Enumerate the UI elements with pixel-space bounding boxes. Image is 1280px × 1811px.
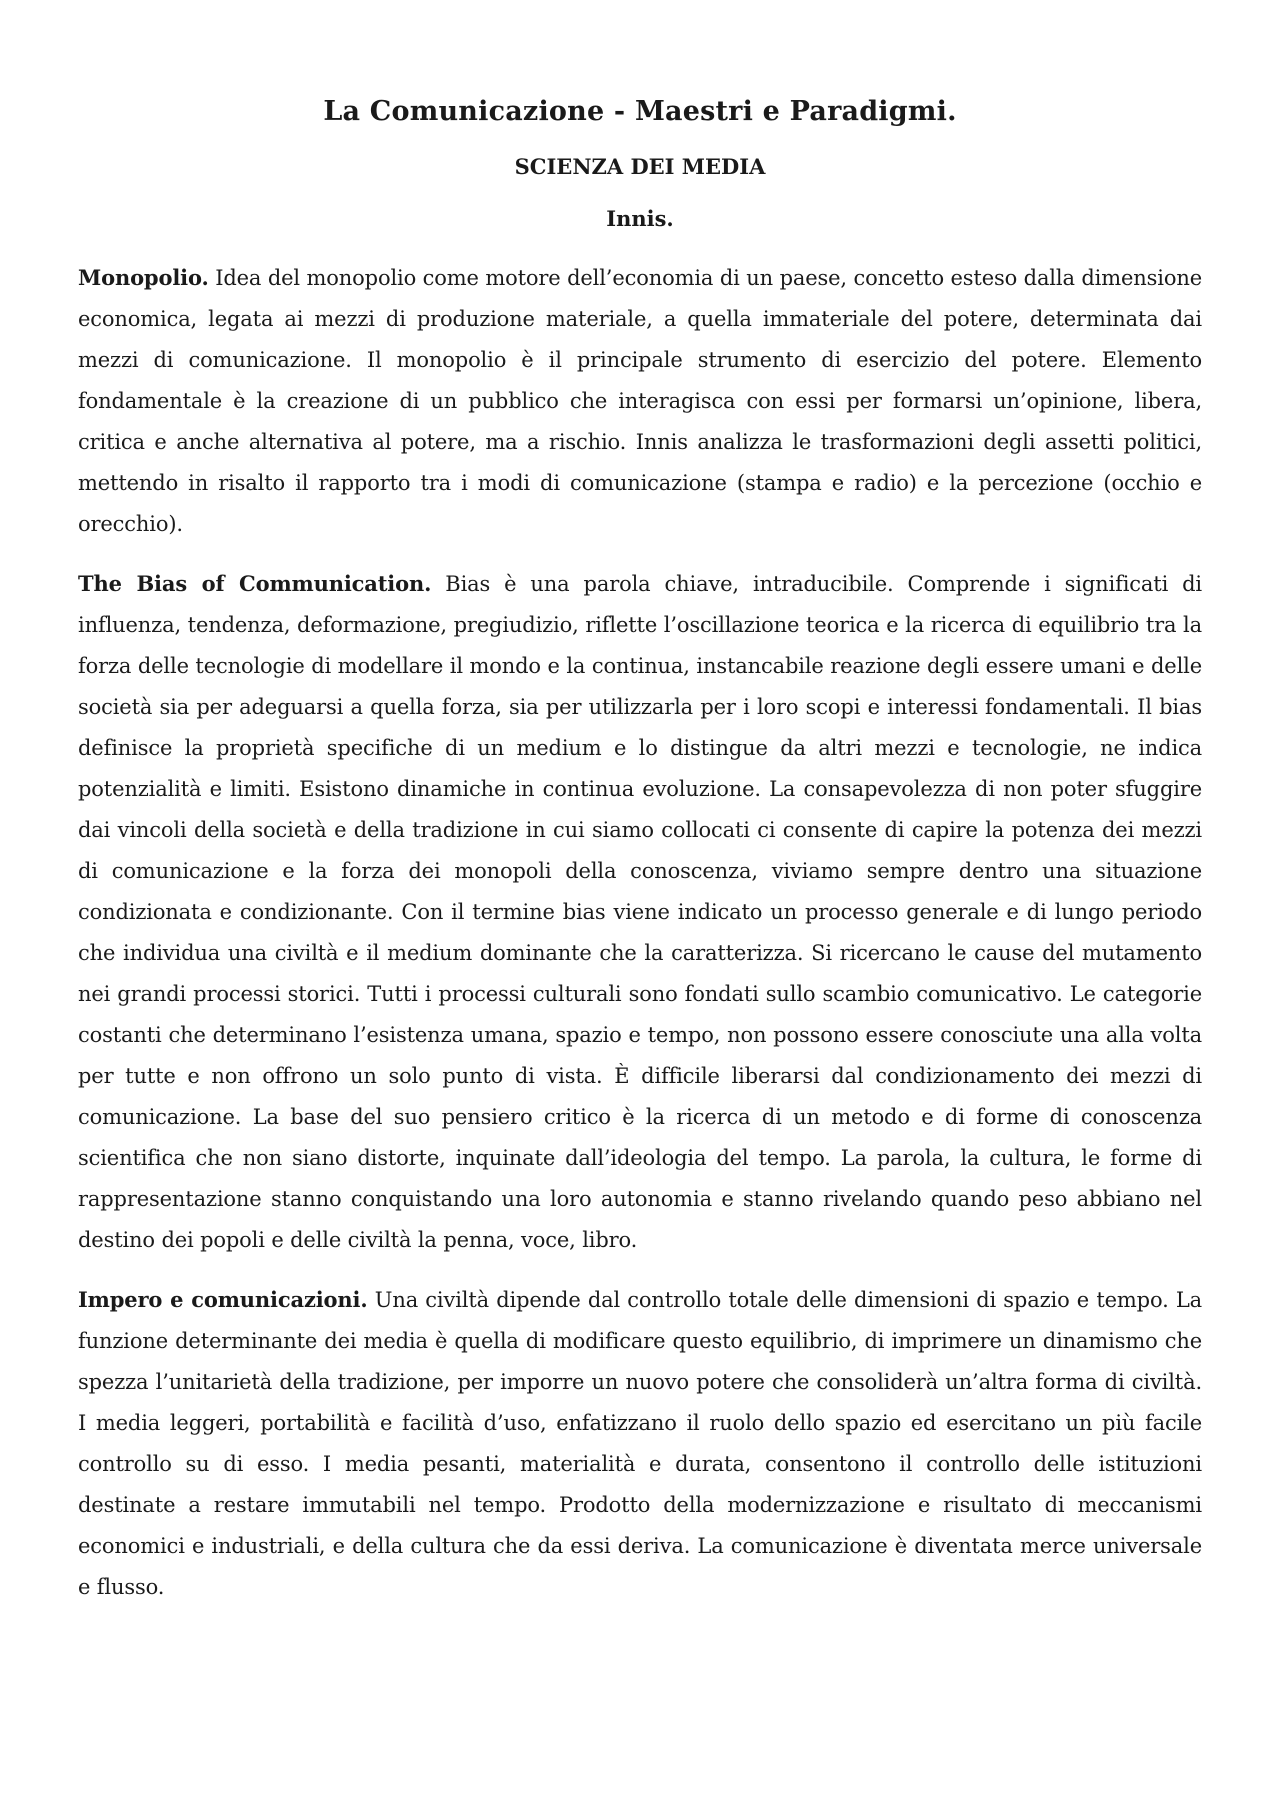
author-heading: Innis. [606, 205, 674, 231]
document-page [78, 96, 1202, 1626]
paragraph-text: Idea del monopolio come motore dell’economia di un paese, concetto esteso dalla dimensione economica, legata ai mezzi di produzione materiale, a quella immateriale del potere, determinata dai mezzi di comunicazione. Il monopolio è il principale strumento di esercizio del potere. Elemento fondamentale è la creazione di un pubblico che interagisca con essi per formarsi un’opinione, libera, critica e anche alternativa al potere, ma a rischio. Innis analizza le trasformazioni degli assetti politici, mettendo in risalto il rapporto tra i modi di comunicazione (stampa e radio) e la percezione (occhio e orecchio). [78, 265, 1202, 536]
paragraph-impero-e-comunicazioni [78, 1279, 1202, 1608]
paragraph-bias-of-communication [78, 563, 1202, 1261]
paragraph-monopolio [78, 257, 1202, 545]
paragraph-lead: Monopolio. [78, 264, 209, 290]
paragraph-text: Bias è una parola chiave, intraducibile. Comprende i significati di influenza, tendenza, deformazione, pregiudizio, riflette l’oscillazione teorica e la ricerca di equilibrio tra la forza delle tecnologie di modellare il mondo e la continua, instancabile reazione degli essere umani e delle società sia per adeguarsi a quella forza, sia per utilizzarla per i loro scopi e interessi fondamentali. Il bias definisce la proprietà specifiche di un medium e lo distingue da altri mezzi e tecnologie, ne indica potenzialità e limiti. Esistono dinamiche in continua evoluzione. La consapevolezza di non poter sfuggire dai vincoli della società e della tradizione in cui siamo collocati ci consente di capire la potenza dei mezzi di comunicazione e la forza dei monopoli della conoscenza, viviamo sempre dentro una situazione condizionata e condizionante. Con il termine bias viene indicato un processo generale e di lungo periodo che individua una civiltà e il medium dominante che la caratterizza. Si ricercano le cause del mutamento nei grandi processi storici. Tutti i processi culturali sono fondati sullo scambio comunicativo. Le categorie costanti che determinano l’esistenza umana, spazio e tempo, non possono essere conosciute una alla volta per tutte e non offrono un solo punto di vista. È difficile liberarsi dal condizionamento dei mezzi di comunicazione. La base del suo pensiero critico è la ricerca di un metodo e di forme di conoscenza scientifica che non siano distorte, inquinate dall’ideologia del tempo. La parola, la cultura, le forme di rappresentazione stanno conquistando una loro autonomia e stanno rivelando quando peso abbiano nel destino dei popoli e delle civiltà la penna, voce, libro. [78, 571, 1202, 1252]
document-title: La Comunicazione - Maestri e Paradigmi. [323, 96, 957, 127]
document-subtitle: SCIENZA DEI MEDIA [514, 154, 766, 180]
paragraph-lead: The Bias of Communication. [78, 570, 432, 596]
paragraph-text: Una civiltà dipende dal controllo totale delle dimensioni di spazio e tempo. La funzione determinante dei media è quella di modificare questo equilibrio, di imprimere un dinamismo che spezza l’unitarietà della tradizione, per imporre un nuovo potere che consoliderà un’altra forma di civiltà. I media leggeri, portabilità e facilità d’uso, enfatizzano il ruolo dello spazio ed esercitano un più facile controllo su di esso. I media pesanti, materialità e durata, consentono il controllo delle istituzioni destinate a restare immutabili nel tempo. Prodotto della modernizzazione e risultato di meccanismi economici e industriali, e della cultura che da essi deriva. La comunicazione è diventata merce universale e flusso. [78, 1287, 1202, 1599]
paragraph-lead: Impero e comunicazioni. [78, 1286, 368, 1312]
